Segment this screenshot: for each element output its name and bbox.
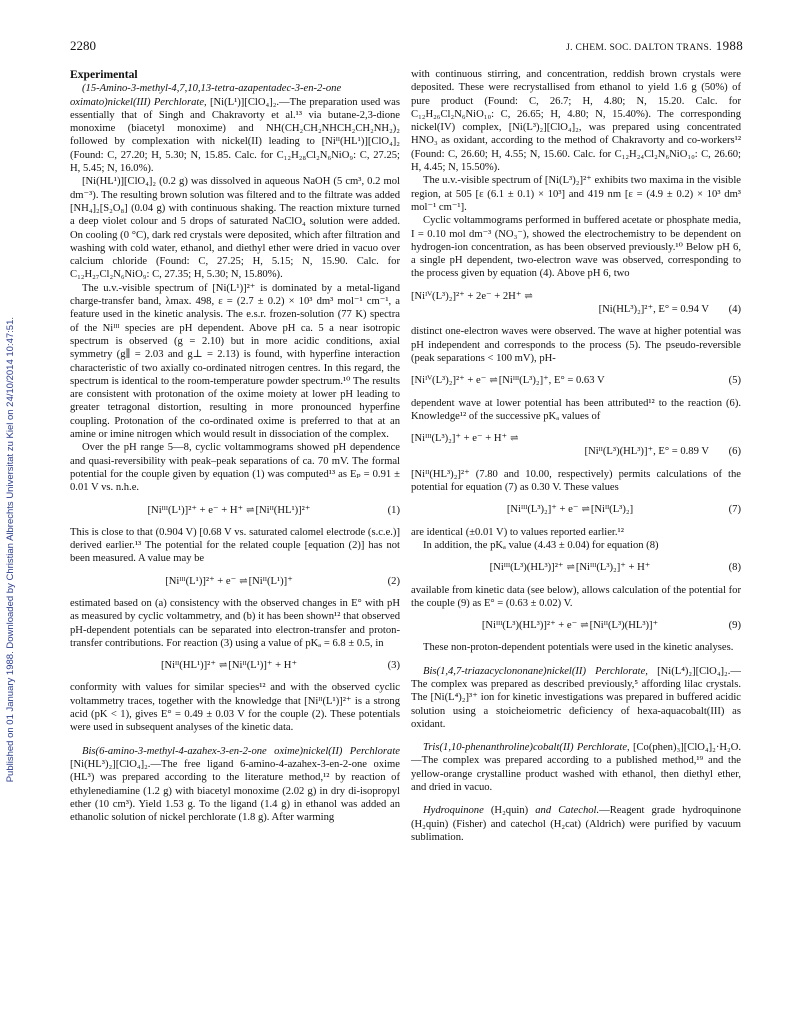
paragraph: Cyclic voltammograms performed in buffered acetate or phosphate media, I = 0.10 mol dm⁻³ (NO₃⁻), showed the electrochemistry to be dependent on hydrogen-ion concentration, as has been observed previously.¹⁰ Below pH 6, a single pH dependent, two-electron wave was observed, corresponding to the process given by equation (4). Above pH 6, two xyxy=(411,215,741,280)
paragraph: Bis(1,4,7-triazacyclononane)nickel(II) Perchlorate, [Ni(L⁴)₂][ClO₄]₂.—The complex was prepared as described previously,⁵ affording lilac crystals. The [Ni(L⁴)₂]³⁺ ion for kinetic investigations was prepared in buffered acidic solution using a stoicheiometric deficiency of hexa-aquacobalt(III) as oxidant. xyxy=(411,665,741,730)
equilibrium-arrow: ⇌ xyxy=(246,504,253,516)
paragraph: estimated based on (a) consistency with the observed changes in E° with pH as measured by cyclic voltammetry, and (b) it has been shown¹² that observed pH-dependent potentials can be separated into electron-transfer and proton-transfer contributions. For reaction (3) using a value of pKₐ = 6.8 ± 0.5, in xyxy=(70,597,400,649)
paragraph: conformity with values for similar species¹² and with the observed cyclic voltammetry traces, together with the knowledge that [Niᴵᴵ(L¹)]²⁺ is a strong acid (pK < 1), gives E° = 0.49 ± 0.03 V for the couple (2). These potentials were used in subsequent analyses of the kinetic data. xyxy=(70,682,400,734)
equation-2: [Niᴵᴵᴵ(L¹)]²⁺ + e⁻ ⇌ [Niᴵᴵ(L¹)]⁺ (2) xyxy=(165,575,400,587)
section-heading: Experimental xyxy=(70,68,138,81)
compound-title: Bis(1,4,7-triazacyclononane)nickel(II) Perchlorate, xyxy=(423,665,648,677)
equilibrium-arrow: ⇌ xyxy=(580,620,587,632)
paragraph: In addition, the pKₐ value (4.43 ± 0.04) for equation (8) xyxy=(423,539,659,551)
equilibrium-arrow: ⇌ xyxy=(239,575,246,587)
equation-1: [Niᴵᴵᴵ(L¹)]²⁺ + e⁻ + H⁺ ⇌ [Niᴵᴵ(HL¹)]²⁺ (1) xyxy=(147,504,400,516)
paragraph: The u.v.-visible spectrum of [Ni(L³)₂]²⁺ exhibits two maxima in the visible region, at 505 [ε (6.1 ± 0.1) × 10³] and 419 nm [ε = (4.9 ± 0.2) × 10³ dm³ mol⁻¹ cm⁻¹]. xyxy=(411,175,741,213)
paragraph: (15-Amino-3-methyl-4,7,10,13-tetra-azapentadec-3-en-2-one oximato)nickel(III) Perchlorate, [Ni(L¹)][ClO₄]₂.—The preparation used was essentially that of Singh and Chakravorty et al.¹³ via butane-2,3-dione monoxime (biacetyl monoxime) and NH(CH₂CH₂NHCH₂CH₂NH₂)₂ followed by complexation with nickel(II) leading to [Niᴵᴵ(HL¹)][ClO₄]₂ (Found: C, 27.20; H, 5.30; N, 15.85. Calc. for C₁₂H₂₈Cl₂N₆NiO₉: C, 27.25; H, 5.45; N, 16.0%). xyxy=(70,83,401,175)
equation-5: [Niᴵⱽ(L³)₂]²⁺ + e⁻ ⇌ [Niᴵᴵᴵ(L³)₂]⁺, E° = 0.63 V (5) xyxy=(411,375,741,387)
paragraph: Hydroquinone (H₂quin) and Catechol.—Reagent grade hydroquinone (H₂quin) (Fisher) and catechol (H₂cat) (Aldrich) were purified by vacuum sublimation. xyxy=(411,805,742,843)
equation-4: [Niᴵⱽ(L³)₂]²⁺ + 2e⁻ + 2H⁺ ⇌ [Ni(HL³)₂]²⁺, E° = 0.94 V (4) xyxy=(411,290,741,316)
paragraph: Over the pH range 5—8, cyclic voltammograms showed pH dependence and quasi-reversibility with peak–peak separations of ca. 70 mV. The formal potential for the couple given by equation (1) was computed¹³ as Eₚ = 0.91 ± 0.01 V vs. n.h.e. xyxy=(70,442,400,494)
compound-title: Bis(6-amino-3-methyl-4-azahex-3-en-2-one oxime)nickel(II) Perchlorate xyxy=(82,745,400,757)
equilibrium-arrow: ⇌ xyxy=(581,504,588,516)
equation-number: (6) xyxy=(728,446,741,458)
paragraph: Bis(6-amino-3-methyl-4-azahex-3-en-2-one oxime)nickel(II) Perchlorate [Ni(HL³)₂][ClO₄]₂.—The free ligand 6-amino-4-azahex-3-en-2-one oxime (HL³) was prepared according to the literature method,¹² by reaction of ethylenediamine (1.2 g) with biacetyl monoxime (2.02 g) in dry di-isopropyl ether (10 cm³). Yield 1.53 g. To the ligand (1.4 g) in ethanol was added an ethanolic solution of nickel perchlorate (1.8 g). After warming xyxy=(70,745,400,824)
left-column xyxy=(70,68,400,824)
equation-number: (3) xyxy=(387,660,400,672)
equation-6: [Niᴵᴵᴵ(L³)₂]⁺ + e⁻ + H⁺ ⇌ [Niᴵᴵ(L³)(HL³)]⁺, E° = 0.89 V (6) xyxy=(411,433,741,458)
equilibrium-arrow: ⇌ xyxy=(218,660,226,672)
equilibrium-arrow: ⇌ xyxy=(489,375,496,387)
paragraph: [Niᴵᴵ(HL³)₂]²⁺ (7.80 and 10.00, respectively) permits calculations of the potential for equation (7) as 0.30 V. These values xyxy=(411,468,741,494)
equation-number: (8) xyxy=(728,562,741,574)
download-watermark-text: Published on 01 January 1988. Downloaded by Christian Albrechts Universitat zu Kiel on 24/10/2014 10:47:51. xyxy=(4,317,16,783)
equation-3: [Niᴵᴵ(HL¹)]²⁺ ⇌ [Niᴵᴵ(L¹)]⁺ + H⁺ (3) xyxy=(160,660,400,672)
paragraph: Tris(1,10-phenanthroline)cobalt(II) Perchlorate, [Co(phen)₃][ClO₄]₂·H₂O.—The complex was prepared according to a published method,¹⁹ and the yellow-orange crystalline product washed with ethanol, then diethyl ether, and dried in vacuo. xyxy=(411,742,741,794)
paragraph: are identical (±0.01 V) to values reported earlier.¹² xyxy=(411,526,624,538)
paragraph: with continuous stirring, and concentration, reddish brown crystals were deposited. These were recrystallised from ethanol to yield 1.6 g (50%) of pure product (Found: C, 26.7; H, 4.80; N, 15.20. Calc. for C₁₂H₂₆Cl₂N₆NiO₁₀: C, 26.65; H, 4.80; N, 15.40%). The corresponding nickel(IV) complex, [Ni(L³)₂][ClO₄]₂, was prepared using concentrated HNO₃ as oxidant, according to the method of Chakravorty and co-workers¹² (Found: C, 26.60; H, 4.55; N, 15.60. Calc. for C₁₂H₂₄Cl₂N₆NiO₁₀: C, 26.60; H, 4.45; N, 15.50%). xyxy=(411,69,741,174)
equilibrium-arrow: ⇌ xyxy=(524,290,531,302)
equilibrium-arrow: ⇌ xyxy=(510,433,517,445)
equation-number: (7) xyxy=(728,504,741,516)
equation-8: [Niᴵᴵᴵ(L³)(HL³)]²⁺ ⇌ [Niᴵᴵᴵ(L³)₂]⁺ + H⁺ (8) xyxy=(489,562,741,574)
paragraph: available from kinetic data (see below), allows calculation of the potential for the couple (9) as E° = (0.63 ± 0.02) V. xyxy=(411,584,741,609)
equation-number: (1) xyxy=(387,504,400,516)
page-header xyxy=(70,38,743,54)
compound-title: Tris(1,10-phenanthroline)cobalt(II) Perchlorate, xyxy=(423,742,630,754)
paragraph: [Ni(HL¹)][ClO₄]₂ (0.2 g) was dissolved in aqueous NaOH (5 cm³, 0.2 mol dm⁻³). The resulting brown solution was filtered and to the filtrate was added [NH₄]₂[S₂O₈] (0.04 g) with continuous shaking. The reaction mixture turned a deep violet colour and 5 drops of saturated NaClO₄ solution were added. On cooling (0 °C), dark red crystals were deposited, which after filtration and washing with cold water, ethanol, and diethyl ether were dried in vacuo over calcium chloride (Found: C, 27.25; H, 5.15; N, 15.90. Calc. for C₁₂H₂₇Cl₂N₆NiO₉: C, 27.35; H, 5.30; N, 15.80%). xyxy=(70,176,400,281)
paragraph: The u.v.-visible spectrum of [Ni(L¹)]²⁺ is dominated by a metal-ligand charge-transfer band, λmax. 498, ε = (2.7 ± 0.2) × 10³ dm³ mol⁻¹ cm⁻¹, a feature used in the kinetic analysis. The e.s.r. frozen-solution (77 K) spectra of the Niᴵᴵᴵ species are pH dependent. Above pH ca. 5 a near isotropic spectrum is observed (g = 2.10) but in more acidic conditions, axial symmetry (g∥ = 2.03 and g⊥ = 2.13) is found, with hyperfine interaction characteristic of two axially co-ordinated nitrogen centres. In this regard, the spectrum is identical to the room-temperature powder spectrum.¹⁰ The results are consistent with protonation of the oxime moiety at lower pH leading to greater tetragonal distortion, resulting in more pronounced hyperfine coupling. Protonation of the co-ordinated oxime is preferred to that at an amine or imine nitrogen which would result in dissociation of the complex. xyxy=(70,282,400,441)
paragraph: These non-proton-dependent potentials were used in the kinetic analyses. xyxy=(423,642,734,654)
right-column xyxy=(411,68,741,844)
paragraph: This is close to that (0.904 V) [0.68 V vs. saturated calomel electrode (s.c.e.)] derived earlier.¹³ The potential for the related couple [equation (2)] has not been measured. A value may be xyxy=(70,526,400,565)
compound-title: (15-Amino-3-methyl-4,7,10,13-tetra-azapentadec-3-en-2-one oximato)nickel(III) Perchlorate, xyxy=(70,83,342,108)
compound-title: Hydroquinone xyxy=(423,805,484,817)
journal-running-head xyxy=(566,38,743,54)
equilibrium-arrow: ⇌ xyxy=(566,562,573,574)
paragraph: distinct one-electron waves were observed. The wave at higher potential was pH independent and corresponds to the process (5). The pseudo-reversible (peak separations < 100 mV), pH- xyxy=(411,326,741,364)
compound-title: Catechol. xyxy=(551,805,600,817)
page-number: 2280 xyxy=(70,38,96,53)
equation-7: [Niᴵᴵᴵ(L³)₂]⁺ + e⁻ ⇌ [Niᴵᴵ(L³)₂] (7) xyxy=(506,504,741,516)
equation-number: (9) xyxy=(728,620,741,632)
equation-number: (4) xyxy=(728,304,741,316)
journal-year: 1988 xyxy=(715,38,743,53)
paragraph: dependent wave at lower potential has been attributed¹² to the reaction (6). Knowledge¹² of the successive pKₐ values of xyxy=(411,397,741,422)
equation-number: (5) xyxy=(728,375,741,387)
equation-number: (2) xyxy=(387,575,400,587)
equation-9: [Niᴵᴵᴵ(L³)(HL³)]²⁺ + e⁻ ⇌ [Niᴵᴵ(L³)(HL³)]⁺ (9) xyxy=(481,620,741,632)
journal-name: J. CHEM. SOC. DALTON TRANS. xyxy=(566,43,712,53)
download-watermark xyxy=(2,80,18,1020)
